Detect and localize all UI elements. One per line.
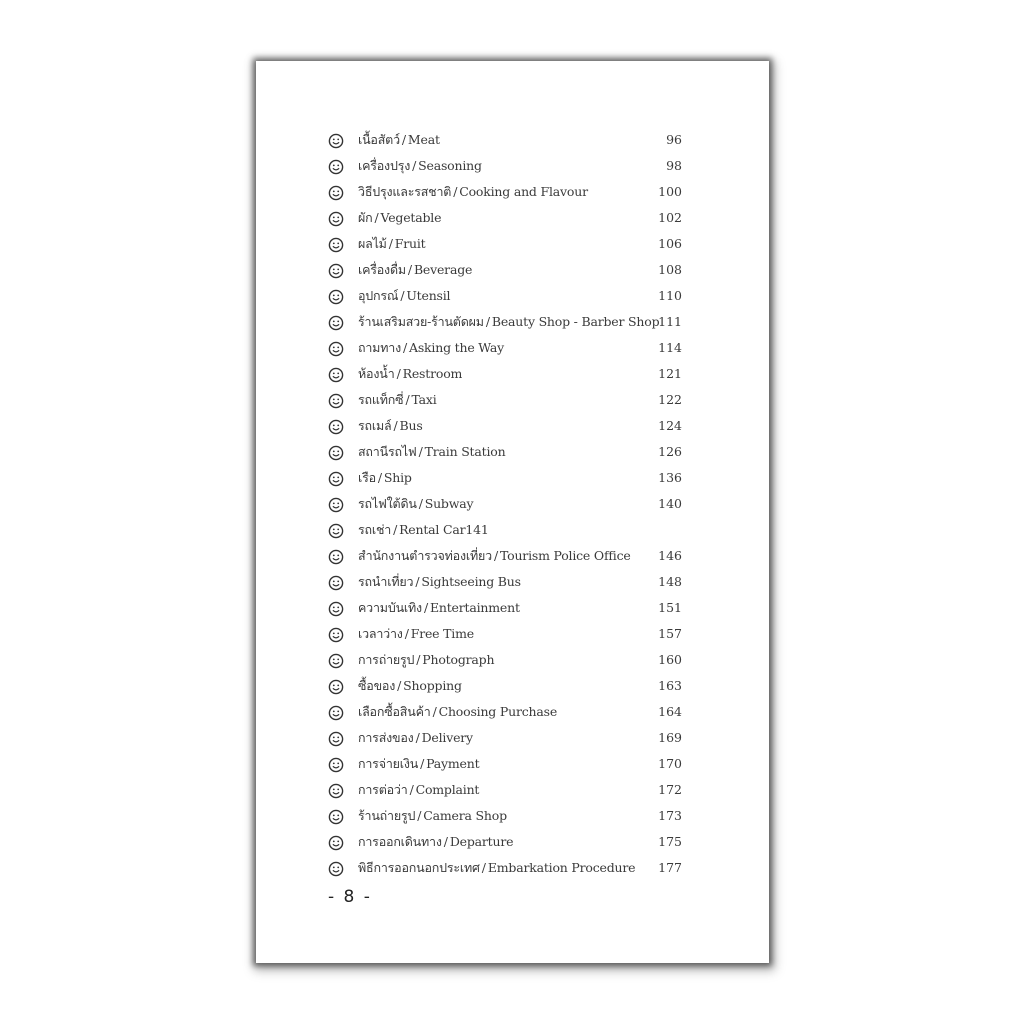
toc-entry (328, 257, 688, 283)
toc-entry (328, 387, 688, 413)
toc-entry-thai: การส่งของ (358, 730, 414, 745)
smiley-face-icon (328, 444, 344, 460)
toc-separator: / (407, 262, 412, 277)
toc-separator: / (420, 756, 425, 771)
toc-entry-thai: ผลไม้ (358, 236, 387, 251)
toc-entry (328, 699, 688, 725)
toc-entry-thai: รถไฟใต้ดิน (358, 496, 417, 511)
smiley-face-icon (328, 184, 344, 200)
toc-entry-thai: รถนำเที่ยว (358, 574, 414, 589)
toc-entry-english: Beauty Shop - Barber Shop (491, 314, 660, 329)
toc-page-number: 121 (658, 366, 682, 381)
toc-separator: / (485, 314, 490, 329)
toc-entry-english: Taxi (411, 392, 437, 407)
toc-page-number: 140 (658, 496, 682, 511)
toc-entry-english: Free Time (410, 626, 474, 641)
toc-page-number: 136 (658, 470, 682, 485)
toc-page-number: 157 (658, 626, 682, 641)
toc-entry-title (358, 803, 507, 829)
toc-entry-thai: พิธีการออกนอกประเทศ (358, 860, 480, 875)
smiley-face-icon (328, 392, 344, 408)
toc-entry (328, 491, 688, 517)
toc-entry-thai: การถ่ายรูป (358, 652, 415, 667)
smiley-face-icon (328, 158, 344, 174)
toc-page-number: 110 (658, 288, 682, 303)
toc-entry-title (358, 777, 479, 803)
toc-entry-english: Fruit (394, 236, 426, 251)
toc-separator: / (377, 470, 382, 485)
toc-entry-english: Restroom (402, 366, 463, 381)
toc-entry-english: Delivery (421, 730, 473, 745)
toc-entry (328, 595, 688, 621)
toc-entry (328, 413, 688, 439)
toc-entry-english: Beverage (413, 262, 473, 277)
toc-entry-thai: ร้านถ่ายรูป (358, 808, 416, 823)
toc-entry-title (358, 127, 440, 153)
toc-entry-title (358, 309, 659, 335)
toc-entry-title (358, 283, 450, 309)
toc-entry (328, 283, 688, 309)
toc-entry-title (358, 153, 482, 179)
toc-entry (328, 517, 688, 543)
toc-entry-title (358, 647, 494, 673)
toc-separator: / (403, 340, 408, 355)
toc-entry-english: Departure (449, 834, 514, 849)
toc-separator: / (432, 704, 437, 719)
toc-entry-title (358, 855, 635, 881)
toc-entry-english: Utensil (406, 288, 451, 303)
toc-entry-english: Train Station (424, 444, 506, 459)
smiley-face-icon (328, 782, 344, 798)
toc-entry-thai: เลือกซื้อสินค้า (358, 704, 431, 719)
toc-entry-title (358, 231, 425, 257)
toc-entry-english: Meat (407, 132, 440, 147)
smiley-face-icon (328, 548, 344, 564)
toc-entry (328, 231, 688, 257)
toc-page-number: 146 (658, 548, 682, 563)
smiley-face-icon (328, 704, 344, 720)
toc-entry-thai: รถเช่า (358, 522, 392, 537)
toc-page-number: 111 (658, 314, 682, 329)
table-of-contents (328, 127, 688, 881)
smiley-face-icon (328, 210, 344, 226)
toc-entry-english: Embarkation Procedure (487, 860, 636, 875)
smiley-face-icon (328, 288, 344, 304)
smiley-face-icon (328, 808, 344, 824)
toc-entry-thai: สำนักงานตำรวจท่องเที่ยว (358, 548, 492, 563)
toc-separator: / (415, 730, 420, 745)
toc-entry-english: Entertainment (429, 600, 520, 615)
toc-page-number: 148 (658, 574, 682, 589)
toc-entry (328, 465, 688, 491)
toc-entry-title (358, 751, 479, 777)
toc-entry-title (358, 569, 521, 595)
toc-entry-title (358, 361, 462, 387)
toc-entry-thai: เครื่องดื่ม (358, 262, 406, 277)
toc-page-number: 100 (658, 184, 682, 199)
toc-entry-thai: ร้านเสริมสวย-ร้านตัดผม (358, 314, 484, 329)
toc-entry-title (358, 179, 588, 205)
toc-entry-title (358, 257, 472, 283)
toc-page-number: 96 (666, 132, 682, 147)
toc-page-number: 169 (658, 730, 682, 745)
toc-entry-title (358, 205, 441, 231)
smiley-face-icon (328, 678, 344, 694)
toc-entry (328, 153, 688, 179)
toc-entry-title (358, 829, 513, 855)
toc-entry-english: Choosing Purchase (438, 704, 558, 719)
toc-entry-title (358, 335, 504, 361)
toc-entry-thai: เรือ (358, 470, 376, 485)
toc-page-number: 108 (658, 262, 682, 277)
toc-entry-thai: สถานีรถไฟ (358, 444, 417, 459)
toc-entry-thai: ความบันเทิง (358, 600, 422, 615)
smiley-face-icon (328, 756, 344, 772)
toc-entry (328, 673, 688, 699)
toc-entry (328, 179, 688, 205)
smiley-face-icon (328, 236, 344, 252)
toc-entry-thai: การจ่ายเงิน (358, 756, 419, 771)
toc-separator: / (417, 808, 422, 823)
toc-entry-title (358, 439, 505, 465)
toc-entry-thai: การต่อว่า (358, 782, 408, 797)
toc-entry (328, 855, 688, 881)
toc-page-number: 177 (658, 860, 682, 875)
toc-separator: / (481, 860, 486, 875)
toc-entry-english: Seasoning (418, 158, 482, 173)
toc-entry-thai: อุปกรณ์ (358, 288, 399, 303)
toc-entry-title (358, 673, 462, 699)
toc-entry-thai: ห้องน้ำ (358, 366, 395, 381)
toc-separator: / (418, 444, 423, 459)
toc-page-number: 126 (658, 444, 682, 459)
toc-separator: / (388, 236, 393, 251)
toc-separator: / (493, 548, 498, 563)
toc-entry-english: Bus (399, 418, 423, 433)
smiley-face-icon (328, 626, 344, 642)
toc-entry (328, 205, 688, 231)
toc-entry-thai: เครื่องปรุง (358, 158, 411, 173)
smiley-face-icon (328, 600, 344, 616)
toc-page-number: 106 (658, 236, 682, 251)
toc-entry (328, 569, 688, 595)
toc-entry-thai: การออกเดินทาง (358, 834, 442, 849)
toc-separator: / (404, 626, 409, 641)
toc-entry-thai: เวลาว่าง (358, 626, 403, 641)
toc-separator: / (401, 132, 406, 147)
toc-entry (328, 751, 688, 777)
toc-separator: / (443, 834, 448, 849)
toc-separator: / (393, 522, 398, 537)
toc-page-number: 160 (658, 652, 682, 667)
toc-separator: / (397, 678, 402, 693)
smiley-face-icon (328, 366, 344, 382)
toc-page-number: 122 (658, 392, 682, 407)
smiley-face-icon (328, 314, 344, 330)
smiley-face-icon (328, 340, 344, 356)
toc-separator: / (415, 574, 420, 589)
toc-entry-title (358, 725, 473, 751)
toc-page-number: 172 (658, 782, 682, 797)
smiley-face-icon (328, 262, 344, 278)
toc-entry (328, 777, 688, 803)
toc-page-number: 163 (658, 678, 682, 693)
toc-separator: / (374, 210, 379, 225)
smiley-face-icon (328, 496, 344, 512)
toc-entry-english: Complaint (415, 782, 480, 797)
toc-entry-title (358, 543, 631, 569)
toc-entry-english: Tourism Police Office (499, 548, 631, 563)
toc-entry-thai: ถามทาง (358, 340, 401, 355)
toc-separator: / (423, 600, 428, 615)
toc-entry (328, 127, 688, 153)
toc-entry-english: Payment (426, 756, 480, 771)
toc-entry-thai: รถเมล์ (358, 418, 392, 433)
toc-separator: / (400, 288, 405, 303)
toc-entry (328, 725, 688, 751)
toc-entry-thai: รถแท็กซี่ (358, 392, 404, 407)
toc-page-number: 151 (658, 600, 682, 615)
toc-separator: / (409, 782, 414, 797)
toc-entry-title (358, 621, 474, 647)
toc-entry-english: Rental Car141 (399, 522, 489, 537)
toc-entry-title (358, 491, 473, 517)
toc-entry-title (358, 413, 423, 439)
toc-entry-title (358, 595, 520, 621)
toc-entry (328, 309, 688, 335)
toc-entry-title (358, 517, 489, 543)
book-page (256, 61, 769, 963)
toc-entry-thai: เนื้อสัตว์ (358, 132, 400, 147)
toc-entry-title (358, 699, 557, 725)
toc-entry-title (358, 387, 437, 413)
toc-entry-english: Cooking and Flavour (459, 184, 588, 199)
toc-entry-thai: ผัก (358, 210, 373, 225)
toc-page-number: 175 (658, 834, 682, 849)
toc-page-number: 170 (658, 756, 682, 771)
toc-separator: / (416, 652, 421, 667)
toc-page-number: 164 (658, 704, 682, 719)
smiley-face-icon (328, 730, 344, 746)
smiley-face-icon (328, 574, 344, 590)
page-number-footer: - 8 - (328, 887, 372, 907)
toc-separator: / (412, 158, 417, 173)
toc-separator: / (396, 366, 401, 381)
toc-entry (328, 361, 688, 387)
toc-entry-english: Subway (424, 496, 474, 511)
smiley-face-icon (328, 470, 344, 486)
smiley-face-icon (328, 522, 344, 538)
toc-entry (328, 621, 688, 647)
toc-entry (328, 803, 688, 829)
toc-entry-thai: ซื้อของ (358, 678, 396, 693)
toc-entry (328, 829, 688, 855)
toc-page-number: 173 (658, 808, 682, 823)
smiley-face-icon (328, 418, 344, 434)
smiley-face-icon (328, 834, 344, 850)
toc-entry-english: Photograph (422, 652, 495, 667)
toc-page-number: 124 (658, 418, 682, 433)
toc-entry (328, 335, 688, 361)
toc-entry-english: Ship (383, 470, 412, 485)
toc-entry (328, 647, 688, 673)
smiley-face-icon (328, 860, 344, 876)
toc-separator: / (405, 392, 410, 407)
toc-separator: / (453, 184, 458, 199)
smiley-face-icon (328, 132, 344, 148)
toc-separator: / (418, 496, 423, 511)
toc-separator: / (393, 418, 398, 433)
smiley-face-icon (328, 652, 344, 668)
toc-entry (328, 439, 688, 465)
toc-entry-thai: วิธีปรุงและรสชาติ (358, 184, 452, 199)
toc-entry (328, 543, 688, 569)
toc-page-number: 102 (658, 210, 682, 225)
toc-entry-english: Vegetable (380, 210, 442, 225)
toc-entry-english: Sightseeing Bus (421, 574, 521, 589)
toc-entry-english: Shopping (403, 678, 462, 693)
toc-entry-english: Camera Shop (423, 808, 507, 823)
toc-entry-english: Asking the Way (409, 340, 504, 355)
toc-page-number: 114 (658, 340, 682, 355)
toc-page-number: 98 (666, 158, 682, 173)
toc-entry-title (358, 465, 412, 491)
